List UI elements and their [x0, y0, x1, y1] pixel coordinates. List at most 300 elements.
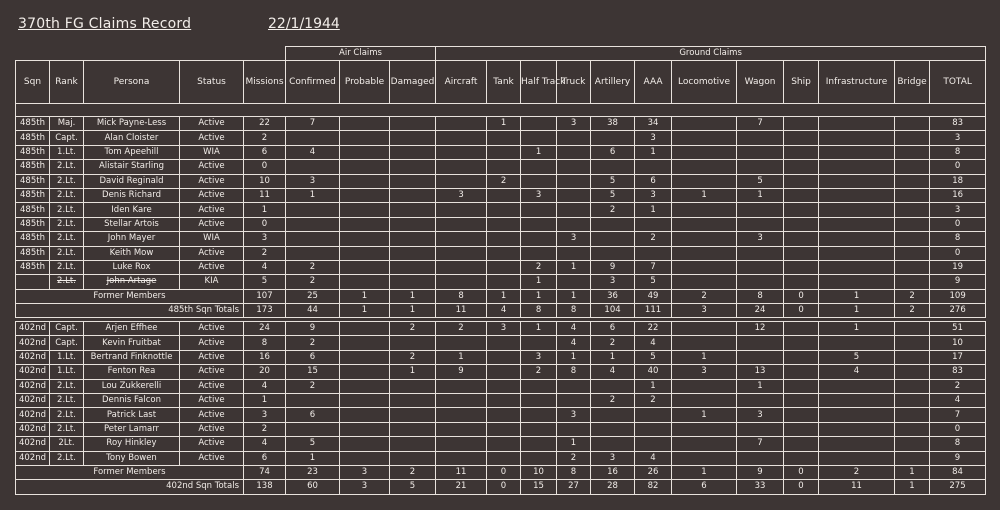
- table-cell: 1: [390, 304, 436, 318]
- table-cell: Active: [180, 365, 244, 379]
- table-row: [16, 336, 986, 350]
- table-cell: [895, 145, 930, 159]
- table-cell: [557, 275, 591, 289]
- table-cell: 1: [672, 408, 737, 422]
- table-cell: [340, 117, 390, 131]
- column-header: Locomotive: [672, 61, 737, 104]
- table-cell: 485th: [16, 188, 50, 202]
- table-cell: [737, 350, 784, 364]
- table-cell: [390, 203, 436, 217]
- table-cell: [390, 117, 436, 131]
- table-cell: 5: [591, 174, 635, 188]
- table-cell: 2.Lt.: [50, 451, 84, 465]
- table-cell: [521, 131, 557, 145]
- table-cell: [390, 275, 436, 289]
- table-cell: 2.Lt.: [50, 246, 84, 260]
- table-cell: [487, 451, 521, 465]
- table-cell: 0: [930, 160, 986, 174]
- table-cell: [819, 232, 895, 246]
- table-cell: KIA: [180, 275, 244, 289]
- table-cell: 485th: [16, 260, 50, 274]
- table-cell: 16: [591, 465, 635, 479]
- column-header: Infrastructure: [819, 61, 895, 104]
- table-row: [16, 174, 986, 188]
- table-cell: 485th: [16, 232, 50, 246]
- table-cell: 4: [930, 393, 986, 407]
- table-cell: 6: [286, 350, 340, 364]
- table-cell: [635, 160, 672, 174]
- table-cell: Active: [180, 379, 244, 393]
- table-cell: [819, 422, 895, 436]
- table-cell: [672, 131, 737, 145]
- column-header: Tank: [487, 61, 521, 104]
- table-cell: [521, 336, 557, 350]
- table-cell: 4: [557, 336, 591, 350]
- table-cell: Capt.: [50, 322, 84, 336]
- table-cell: [672, 393, 737, 407]
- table-cell: 0: [487, 480, 521, 494]
- table-cell: 2.Lt.: [50, 188, 84, 202]
- table-cell: 11: [436, 465, 487, 479]
- column-header: Rank: [50, 61, 84, 104]
- table-cell: [737, 160, 784, 174]
- squadron-402-table: [15, 321, 986, 495]
- table-cell: 485th: [16, 145, 50, 159]
- table-cell: Luke Rox: [84, 260, 180, 274]
- table-cell: 6: [635, 174, 672, 188]
- table-cell: [819, 160, 895, 174]
- table-cell: Alistair Starling: [84, 160, 180, 174]
- table-cell: 5: [244, 275, 286, 289]
- table-cell: 1: [635, 379, 672, 393]
- table-cell: [895, 350, 930, 364]
- table-cell: 1: [895, 465, 930, 479]
- table-cell: [340, 350, 390, 364]
- table-cell: [784, 393, 819, 407]
- table-cell: [521, 437, 557, 451]
- table-cell: 15: [286, 365, 340, 379]
- table-cell: [557, 379, 591, 393]
- table-cell: [487, 437, 521, 451]
- table-cell: 0: [930, 217, 986, 231]
- table-cell: 21: [436, 480, 487, 494]
- column-header: Half Track: [521, 61, 557, 104]
- column-header: Aircraft: [436, 61, 487, 104]
- table-cell: 16: [244, 350, 286, 364]
- table-cell: [895, 160, 930, 174]
- table-cell: [784, 336, 819, 350]
- former-members-row: [16, 289, 986, 303]
- table-cell: [784, 131, 819, 145]
- table-cell: 3: [487, 322, 521, 336]
- table-cell: [672, 275, 737, 289]
- table-cell: [895, 275, 930, 289]
- table-cell: 0: [784, 304, 819, 318]
- table-cell: [819, 336, 895, 350]
- table-cell: [340, 393, 390, 407]
- table-cell: [591, 232, 635, 246]
- column-header: Probable: [340, 61, 390, 104]
- table-cell: [340, 408, 390, 422]
- table-cell: 1: [487, 117, 521, 131]
- table-row: [16, 260, 986, 274]
- table-row: [16, 145, 986, 159]
- table-cell: [784, 217, 819, 231]
- table-cell: [784, 451, 819, 465]
- table-cell: [591, 246, 635, 260]
- table-cell: [895, 131, 930, 145]
- table-cell: [819, 408, 895, 422]
- table-cell: 82: [635, 480, 672, 494]
- table-cell: [390, 422, 436, 436]
- table-cell: [672, 232, 737, 246]
- table-cell: Stellar Artois: [84, 217, 180, 231]
- table-cell: [895, 451, 930, 465]
- table-cell: [819, 145, 895, 159]
- table-cell: 22: [244, 117, 286, 131]
- table-cell: 1: [672, 188, 737, 202]
- table-cell: 1: [521, 145, 557, 159]
- table-cell: Peter Lamarr: [84, 422, 180, 436]
- table-cell: 1: [436, 350, 487, 364]
- table-cell: 111: [635, 304, 672, 318]
- table-cell: [390, 174, 436, 188]
- table-cell: [340, 131, 390, 145]
- table-cell: 2: [286, 379, 340, 393]
- squadron-485-table: [15, 46, 986, 318]
- table-cell: 4: [244, 379, 286, 393]
- table-cell: 8: [557, 365, 591, 379]
- table-cell: [591, 131, 635, 145]
- table-cell: 9: [286, 322, 340, 336]
- table-cell: [390, 131, 436, 145]
- table-cell: 3: [521, 188, 557, 202]
- table-cell: 84: [930, 465, 986, 479]
- column-header: Status: [180, 61, 244, 104]
- table-cell: David Reginald: [84, 174, 180, 188]
- table-cell: 2.Lt.: [50, 275, 84, 289]
- table-cell: [784, 160, 819, 174]
- table-cell: 0: [930, 422, 986, 436]
- table-cell: 0: [784, 289, 819, 303]
- table-cell: [487, 336, 521, 350]
- table-cell: 1: [819, 304, 895, 318]
- table-cell: [784, 188, 819, 202]
- table-cell: [737, 336, 784, 350]
- table-cell: [340, 246, 390, 260]
- table-cell: 1: [895, 480, 930, 494]
- table-cell: 25: [286, 289, 340, 303]
- table-cell: [635, 437, 672, 451]
- table-cell: 1: [672, 465, 737, 479]
- table-cell: Active: [180, 217, 244, 231]
- table-cell: 2: [244, 422, 286, 436]
- table-cell: 10: [244, 174, 286, 188]
- table-cell: 402nd: [16, 336, 50, 350]
- table-cell: 1: [390, 365, 436, 379]
- table-cell: [390, 437, 436, 451]
- table-cell: 109: [930, 289, 986, 303]
- table-cell: [436, 203, 487, 217]
- table-cell: 7: [737, 117, 784, 131]
- table-cell: 8: [930, 145, 986, 159]
- table-cell: 5: [591, 188, 635, 202]
- table-cell: 1.Lt.: [50, 145, 84, 159]
- table-cell: 3: [672, 365, 737, 379]
- table-cell: 11: [819, 480, 895, 494]
- column-header: Confirmed: [286, 61, 340, 104]
- table-cell: 10: [521, 465, 557, 479]
- table-cell: 11: [244, 188, 286, 202]
- table-cell: 2: [591, 336, 635, 350]
- table-cell: 49: [635, 289, 672, 303]
- table-cell: [819, 275, 895, 289]
- table-cell: 1: [737, 188, 784, 202]
- table-cell: Bertrand Finknottle: [84, 350, 180, 364]
- table-cell: 402nd: [16, 365, 50, 379]
- table-cell: 2.Lt.: [50, 422, 84, 436]
- table-cell: [895, 408, 930, 422]
- table-cell: [390, 246, 436, 260]
- table-cell: [436, 232, 487, 246]
- table-row: [16, 203, 986, 217]
- table-cell: [487, 260, 521, 274]
- table-cell: [895, 188, 930, 202]
- table-cell: [557, 203, 591, 217]
- table-cell: [784, 422, 819, 436]
- table-cell: [340, 160, 390, 174]
- table-cell: 107: [244, 289, 286, 303]
- table-cell: 2: [521, 260, 557, 274]
- table-cell: 2: [591, 393, 635, 407]
- table-cell: [895, 117, 930, 131]
- table-cell: 1: [557, 289, 591, 303]
- table-cell: Active: [180, 437, 244, 451]
- table-cell: 3: [340, 480, 390, 494]
- table-cell: 402nd: [16, 393, 50, 407]
- table-cell: 3: [737, 232, 784, 246]
- table-cell: 1: [340, 289, 390, 303]
- table-cell: [340, 217, 390, 231]
- table-cell: 5: [819, 350, 895, 364]
- column-header: Ship: [784, 61, 819, 104]
- table-cell: [340, 379, 390, 393]
- table-cell: 1: [286, 188, 340, 202]
- table-cell: [286, 203, 340, 217]
- table-cell: 9: [737, 465, 784, 479]
- table-cell: 4: [635, 451, 672, 465]
- table-cell: 2: [591, 203, 635, 217]
- table-cell: 24: [244, 322, 286, 336]
- table-cell: 15: [521, 480, 557, 494]
- table-cell: [16, 275, 50, 289]
- table-cell: 0: [784, 480, 819, 494]
- table-cell: [784, 203, 819, 217]
- table-cell: 6: [591, 322, 635, 336]
- table-cell: [487, 217, 521, 231]
- table-cell: 2.Lt.: [50, 260, 84, 274]
- squadron-totals-row: [16, 304, 986, 318]
- table-cell: 485th: [16, 203, 50, 217]
- table-cell: [591, 437, 635, 451]
- table-cell: 9: [930, 275, 986, 289]
- table-cell: [340, 188, 390, 202]
- record-date: 22/1/1944: [268, 16, 340, 32]
- table-cell: [521, 408, 557, 422]
- table-cell: 8: [557, 465, 591, 479]
- table-cell: [286, 217, 340, 231]
- table-cell: Active: [180, 322, 244, 336]
- table-cell: [819, 217, 895, 231]
- table-cell: 2: [521, 365, 557, 379]
- table-cell: [286, 232, 340, 246]
- table-cell: [436, 336, 487, 350]
- table-cell: [737, 451, 784, 465]
- table-cell: [737, 131, 784, 145]
- table-cell: 402nd: [16, 350, 50, 364]
- table-cell: 3: [930, 203, 986, 217]
- table-cell: 485th: [16, 117, 50, 131]
- table-cell: 1.Lt.: [50, 365, 84, 379]
- table-cell: [557, 393, 591, 407]
- table-cell: 83: [930, 365, 986, 379]
- table-cell: [557, 145, 591, 159]
- table-cell: 8: [557, 304, 591, 318]
- table-cell: Active: [180, 188, 244, 202]
- table-row: [16, 451, 986, 465]
- table-cell: [672, 217, 737, 231]
- table-cell: 5: [635, 275, 672, 289]
- table-cell: [895, 422, 930, 436]
- table-cell: [521, 117, 557, 131]
- table-cell: [436, 217, 487, 231]
- table-cell: 2Lt.: [50, 437, 84, 451]
- squadron-totals-row: [16, 480, 986, 494]
- table-cell: 8: [521, 304, 557, 318]
- table-cell: [286, 160, 340, 174]
- table-cell: 2: [635, 393, 672, 407]
- table-cell: [340, 422, 390, 436]
- table-row: [16, 379, 986, 393]
- table-cell: 402nd: [16, 322, 50, 336]
- table-cell: [390, 188, 436, 202]
- table-cell: 38: [591, 117, 635, 131]
- table-row: [16, 217, 986, 231]
- table-cell: [737, 246, 784, 260]
- table-cell: 9: [591, 260, 635, 274]
- table-cell: [390, 260, 436, 274]
- table-cell: 4: [635, 336, 672, 350]
- table-cell: [436, 260, 487, 274]
- table-cell: [672, 379, 737, 393]
- table-cell: 0: [784, 465, 819, 479]
- table-cell: [895, 232, 930, 246]
- table-cell: 2: [895, 289, 930, 303]
- table-cell: 11: [436, 304, 487, 318]
- table-cell: Active: [180, 160, 244, 174]
- table-cell: 2: [557, 451, 591, 465]
- table-row: [16, 408, 986, 422]
- table-cell: [672, 174, 737, 188]
- table-cell: [390, 232, 436, 246]
- table-cell: [436, 422, 487, 436]
- column-header: Persona: [84, 61, 180, 104]
- table-cell: 1: [635, 145, 672, 159]
- table-cell: [635, 408, 672, 422]
- table-cell: 1: [340, 304, 390, 318]
- table-cell: 2.Lt.: [50, 393, 84, 407]
- table-cell: 3: [340, 465, 390, 479]
- table-cell: [895, 217, 930, 231]
- table-cell: [895, 174, 930, 188]
- table-cell: [784, 437, 819, 451]
- table-cell: [635, 246, 672, 260]
- table-cell: [784, 379, 819, 393]
- table-cell: 485th: [16, 246, 50, 260]
- table-row: [16, 188, 986, 202]
- table-cell: [390, 393, 436, 407]
- table-cell: 3: [737, 408, 784, 422]
- table-cell: 1: [521, 322, 557, 336]
- table-cell: 2: [286, 260, 340, 274]
- table-cell: 2: [672, 289, 737, 303]
- table-row: [16, 365, 986, 379]
- table-cell: 44: [286, 304, 340, 318]
- table-cell: 20: [244, 365, 286, 379]
- table-cell: 1: [557, 350, 591, 364]
- table-cell: 8: [244, 336, 286, 350]
- table-cell: 104: [591, 304, 635, 318]
- table-cell: 36: [591, 289, 635, 303]
- table-cell: 7: [286, 117, 340, 131]
- table-cell: 485th: [16, 174, 50, 188]
- table-cell: 5: [635, 350, 672, 364]
- table-cell: [521, 422, 557, 436]
- table-cell: 1: [244, 203, 286, 217]
- table-cell: 3: [557, 117, 591, 131]
- table-cell: 3: [591, 451, 635, 465]
- table-cell: [340, 322, 390, 336]
- table-cell: [672, 451, 737, 465]
- table-cell: Arjen Effhee: [84, 322, 180, 336]
- table-cell: 9: [436, 365, 487, 379]
- table-row: [16, 117, 986, 131]
- table-cell: [737, 203, 784, 217]
- air-claims-group: Air Claims: [286, 47, 436, 61]
- table-cell: [784, 322, 819, 336]
- table-cell: 0: [930, 246, 986, 260]
- table-cell: 4: [557, 322, 591, 336]
- table-cell: Dennis Falcon: [84, 393, 180, 407]
- table-cell: [557, 422, 591, 436]
- table-cell: 3: [635, 188, 672, 202]
- table-cell: [521, 451, 557, 465]
- table-cell: 1: [672, 350, 737, 364]
- table-cell: [340, 365, 390, 379]
- page-title: 370th FG Claims Record: [18, 16, 192, 32]
- table-cell: Active: [180, 393, 244, 407]
- table-cell: Roy Hinkley: [84, 437, 180, 451]
- table-cell: 4: [244, 437, 286, 451]
- table-cell: [286, 393, 340, 407]
- table-cell: [895, 336, 930, 350]
- column-header: Damaged: [390, 61, 436, 104]
- table-cell: 1: [819, 322, 895, 336]
- table-cell: [521, 174, 557, 188]
- table-cell: [436, 437, 487, 451]
- table-cell: WIA: [180, 232, 244, 246]
- table-cell: [784, 145, 819, 159]
